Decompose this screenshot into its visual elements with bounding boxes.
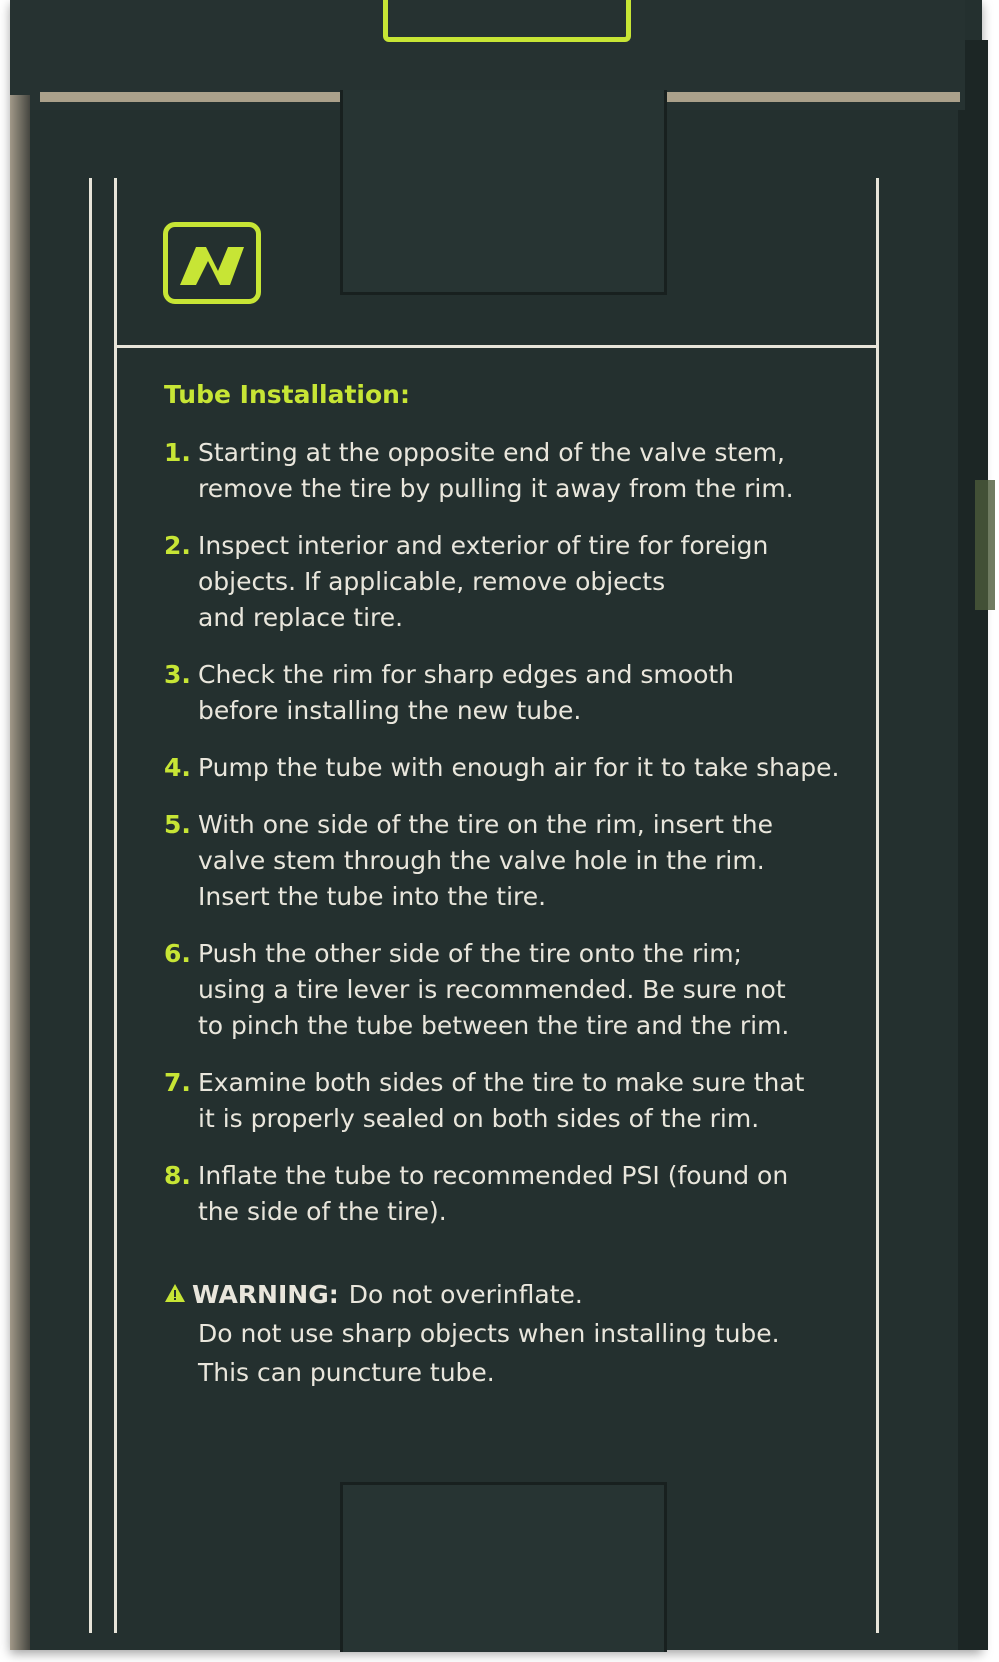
step-text: Inflate the tube to recommended PSI (found on the side of the tire). — [198, 1161, 789, 1226]
top-flap-logo-icon — [383, 0, 631, 42]
step-text: Check the rim for sharp edges and smooth before installing the new tube. — [198, 660, 735, 725]
frame-line-left-inner — [114, 178, 117, 1633]
step-item — [164, 657, 884, 729]
box-tab-bottom — [340, 1482, 667, 1652]
step-text: With one side of the tire on the rim, insert the valve stem through the valve hole in the rim. Insert the tube into the tire. — [198, 810, 773, 911]
step-item — [164, 435, 884, 507]
box-worn-edge — [10, 95, 30, 1650]
step-item — [164, 807, 884, 915]
warning-line-2: Do not use sharp objects when installing tube. — [198, 1319, 780, 1348]
instructions-panel — [164, 380, 884, 1392]
box-tab-top — [340, 90, 667, 295]
step-text: Push the other side of the tire onto the rim; using a tire lever is recommended. Be sure not to pinch the tube between the tire and the rim. — [198, 939, 790, 1040]
warning-block — [164, 1275, 884, 1392]
n-logo-icon — [163, 222, 261, 304]
step-number: 4. — [164, 753, 191, 782]
steps-list — [164, 435, 884, 1230]
warning-line-1: Do not overinflate. — [348, 1280, 583, 1309]
step-text: Pump the tube with enough air for it to take shape. — [198, 753, 840, 782]
warning-triangle-icon — [164, 1275, 186, 1314]
warning-heading — [164, 1275, 884, 1314]
step-number: 5. — [164, 810, 191, 839]
step-number: 6. — [164, 939, 191, 968]
step-text: Starting at the opposite end of the valve stem, remove the tire by pulling it away from the rim. — [198, 438, 794, 503]
frame-line-horizontal — [114, 345, 879, 348]
warning-line-3: This can puncture tube. — [198, 1358, 495, 1387]
warning-label: WARNING: — [192, 1280, 339, 1309]
side-panel-graphic — [975, 480, 995, 610]
step-item — [164, 936, 884, 1044]
step-number: 2. — [164, 531, 191, 560]
step-item — [164, 750, 884, 786]
step-number: 8. — [164, 1161, 191, 1190]
step-item — [164, 1065, 884, 1137]
step-text: Inspect interior and exterior of tire for foreign objects. If applicable, remove objects and replace tire. — [198, 531, 769, 632]
step-text: Examine both sides of the tire to make sure that it is properly sealed on both sides of the rim. — [198, 1068, 805, 1133]
step-number: 3. — [164, 660, 191, 689]
box-side-panel — [958, 40, 988, 1650]
step-number: 7. — [164, 1068, 191, 1097]
step-number: 1. — [164, 438, 191, 467]
frame-line-left-outer — [89, 178, 92, 1633]
instructions-title: Tube Installation: — [164, 380, 410, 409]
step-item — [164, 528, 884, 636]
step-item — [164, 1158, 884, 1230]
